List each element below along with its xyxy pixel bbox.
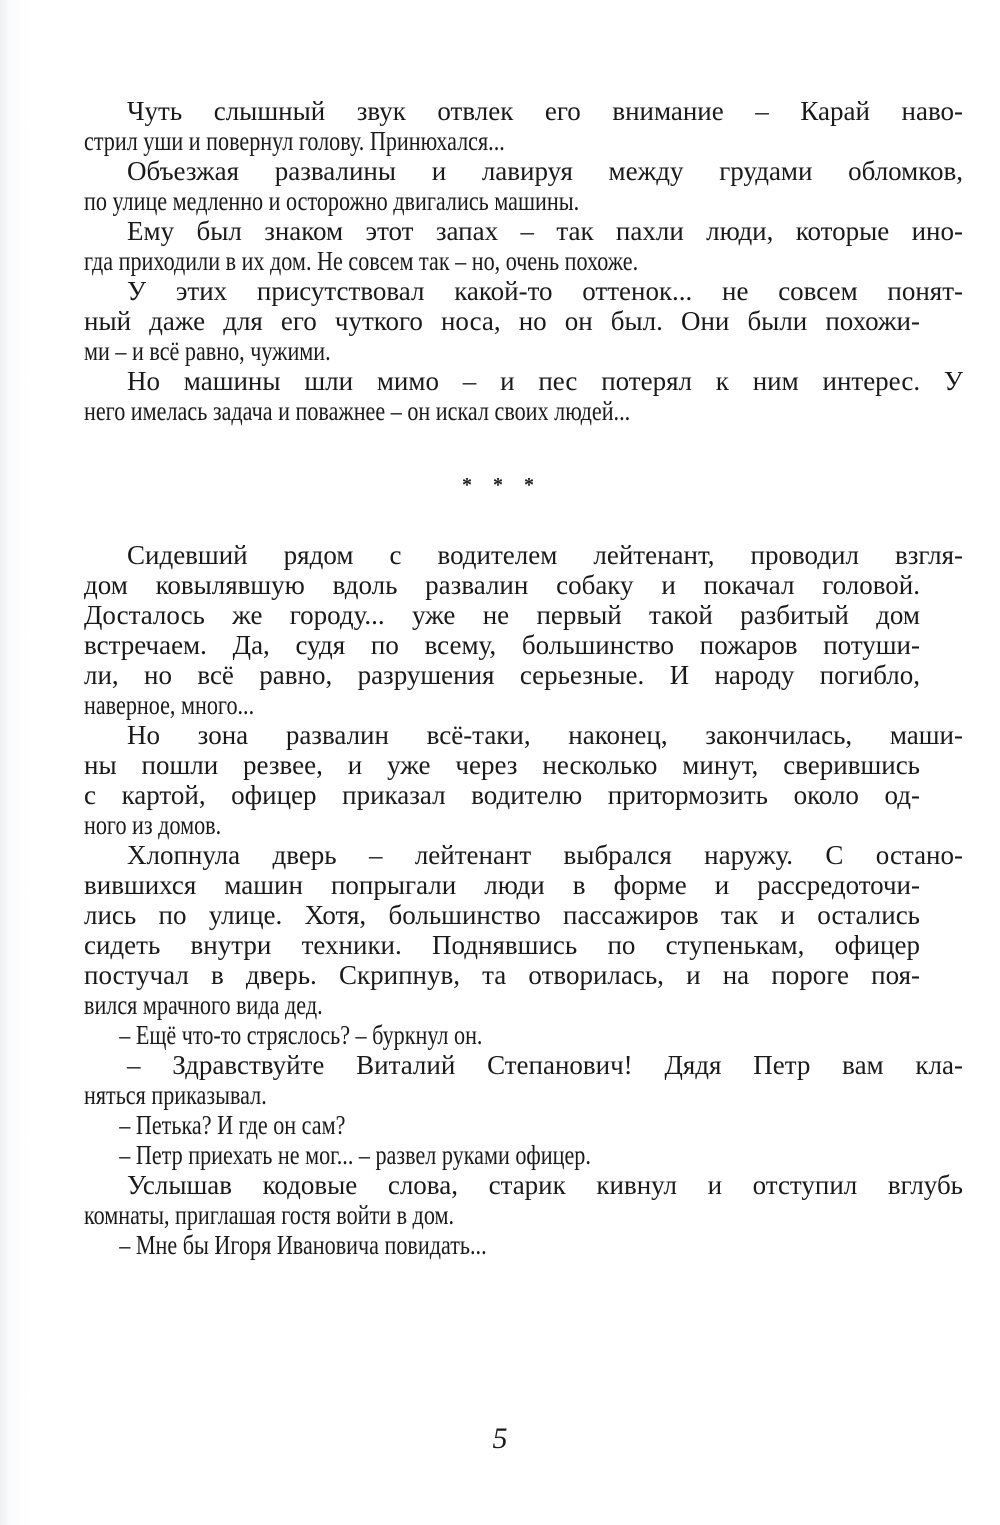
dialogue-line <box>84 1230 920 1260</box>
text-line: ми – и всё равно, чужими. <box>84 336 331 366</box>
text-line: – Мне бы Игоря Ивановича повидать... <box>119 1230 487 1260</box>
spacer <box>84 426 920 470</box>
text-line: гда приходили в их дом. Не совсем так – но, очень похоже. <box>84 246 639 276</box>
text-line: ного из домов. <box>84 810 222 840</box>
text-line: Услышав кодовые слова, старик кивнул и отступил вглубь <box>127 1170 963 1200</box>
text-line: по улице медленно и осторожно двигались машины. <box>84 186 580 216</box>
text-line: лись по улице. Хотя, большинство пассажиров так и остались <box>84 900 920 930</box>
paragraph <box>84 366 963 426</box>
text-line: У этих присутствовал какой-то оттенок... не совсем понят- <box>127 276 963 306</box>
page-number: 5 <box>492 1422 508 1455</box>
text-line: – Петька? И где он сам? <box>119 1110 346 1140</box>
text-line: комнаты, приглашая гостя войти в дом. <box>84 1200 455 1230</box>
text-line: Чуть слышный звук отвлек его внимание – Карай наво- <box>127 96 963 126</box>
dialogue-line <box>84 1110 920 1140</box>
text-line: Досталось же городу... уже не первый такой разбитый дом <box>84 600 920 630</box>
book-page <box>84 96 963 1260</box>
text-line: наверное, много... <box>84 690 255 720</box>
text-line: ли, но всё равно, разрушения серьезные. И народу погибло, <box>84 660 920 690</box>
section-separator: * * * <box>462 474 542 496</box>
paragraph <box>84 156 963 216</box>
text-line: сидеть внутри техники. Поднявшись по ступенькам, офицер <box>84 930 920 960</box>
paragraph <box>84 276 963 366</box>
text-line: ны пошли резвее, и уже через несколько минут, сверившись <box>84 750 920 780</box>
text-line: Хлопнула дверь – лейтенант выбрался наружу. С остано- <box>127 840 963 870</box>
text-line: постучал в дверь. Скрипнув, та отворилась, и на пороге поя- <box>84 960 920 990</box>
dialogue-line <box>84 1050 963 1110</box>
text-line: него имелась задача и поважнее – он искал своих людей... <box>84 396 631 426</box>
dialogue-line <box>84 1020 920 1050</box>
text-line: встречаем. Да, судя по всему, большинство пожаров потуши- <box>84 630 920 660</box>
text-line: Но машины шли мимо – и пес потерял к ним интерес. У <box>127 366 963 396</box>
text-line: Объезжая развалины и лавируя между грудами обломков, <box>127 156 963 186</box>
text-line: с картой, офицер приказал водителю притормозить около од- <box>84 780 920 810</box>
text-line: Но зона развалин всё-таки, наконец, закончилась, маши- <box>127 720 963 750</box>
text-line: – Ещё что-то стряслось? – буркнул он. <box>119 1020 483 1050</box>
paragraph <box>84 216 963 276</box>
paragraph <box>84 96 963 156</box>
text-line: вившихся машин попрыгали люди в форме и рассредоточи- <box>84 870 920 900</box>
text-line: Сидевший рядом с водителем лейтенант, проводил взгля- <box>127 540 963 570</box>
paragraph <box>84 540 963 720</box>
paragraph <box>84 720 963 840</box>
dialogue-line <box>84 1140 920 1170</box>
paragraph <box>84 1170 963 1230</box>
text-line: вился мрачного вида дед. <box>84 990 323 1020</box>
text-line: Ему был знаком этот запах – так пахли люди, которые ино- <box>127 216 963 246</box>
text-line: ный даже для его чуткого носа, но он был. Они были похожи- <box>84 306 920 336</box>
paragraph <box>84 840 963 1020</box>
text-line: няться приказывал. <box>84 1080 267 1110</box>
text-line: – Здравствуйте Виталий Степанович! Дядя Петр вам кла- <box>127 1050 963 1080</box>
text-line: – Петр приехать не мог... – развел руками офицер. <box>119 1140 591 1170</box>
text-line: стрил уши и повернул голову. Принюхался... <box>84 126 505 156</box>
spacer <box>84 500 920 540</box>
text-line: дом ковылявшую вдоль развалин собаку и покачал головой. <box>84 570 920 600</box>
